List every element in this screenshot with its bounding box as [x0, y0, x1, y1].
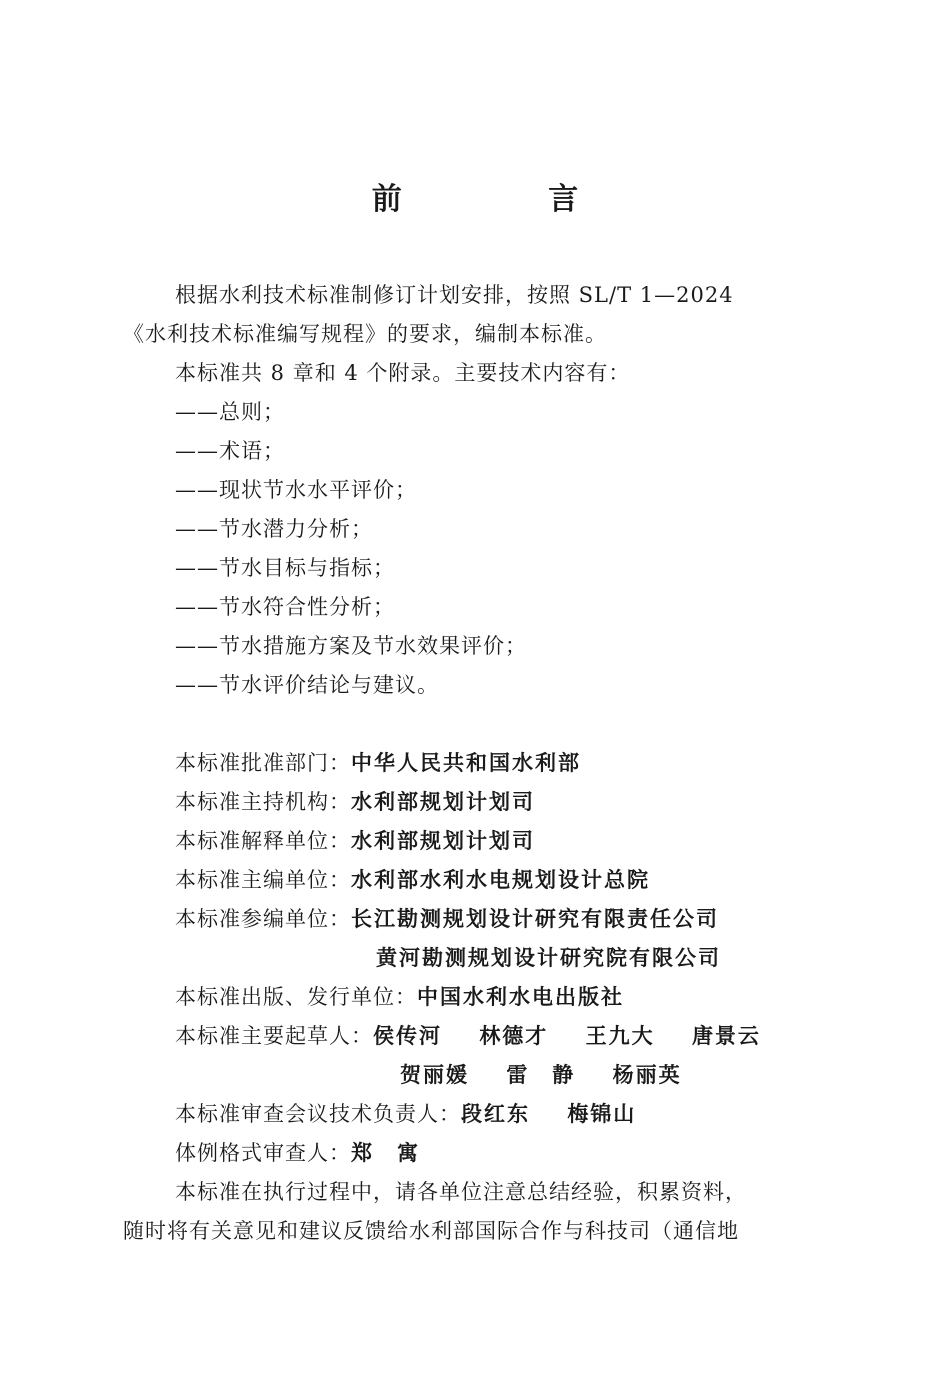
page-title: 前 言 — [371, 182, 647, 217]
review-label: 本标准审查会议技术负责人： — [175, 1102, 461, 1126]
drafters-row — [123, 1017, 828, 1056]
drafter-name: 唐景云 — [691, 1024, 761, 1048]
drafter-name: 杨丽英 — [612, 1063, 682, 1087]
approval-row — [123, 744, 828, 783]
drafters-row-2 — [123, 1056, 828, 1095]
co-editor-value-2: 黄河勘测规划设计研究院有限公司 — [376, 946, 721, 970]
co-editor-label: 本标准参编单位： — [175, 907, 351, 931]
preface-body — [123, 276, 828, 1251]
drafters-names — [373, 1017, 761, 1056]
co-editor-row — [123, 900, 828, 939]
section-gap — [123, 705, 828, 744]
content-item: ——节水评价结论与建议。 — [175, 673, 439, 697]
chief-editor-label: 本标准主编单位： — [175, 868, 351, 892]
reviewer-name: 梅锦山 — [567, 1102, 637, 1126]
content-item: ——术语； — [175, 439, 285, 463]
content-item: ——节水潜力分析； — [175, 517, 373, 541]
host-row — [123, 783, 828, 822]
closing-line-2: 随时将有关意见和建议反馈给水利部国际合作与科技司（通信地 — [123, 1219, 739, 1243]
drafter-name: 王九大 — [585, 1024, 655, 1048]
interpret-label: 本标准解释单位： — [175, 829, 351, 853]
content-item: ——节水目标与指标； — [175, 556, 395, 580]
drafter-name: 林德才 — [479, 1024, 549, 1048]
content-item: ——总则； — [175, 400, 285, 424]
content-item: ——现状节水水平评价； — [175, 478, 417, 502]
review-names — [461, 1095, 636, 1134]
host-label: 本标准主持机构： — [175, 790, 351, 814]
approval-label: 本标准批准部门： — [175, 751, 351, 775]
intro-line-2: 《水利技术标准编写规程》的要求，编制本标准。 — [123, 322, 607, 346]
reviewer-name: 段红东 — [461, 1102, 530, 1126]
chief-editor-value: 水利部水利水电规划设计总院 — [351, 868, 650, 892]
format-label: 体例格式审查人： — [175, 1141, 351, 1165]
contents-summary: 本标准共 8 章和 4 个附录。主要技术内容有： — [175, 361, 631, 385]
review-row — [123, 1095, 828, 1134]
drafters-label: 本标准主要起草人： — [175, 1024, 373, 1048]
content-item: ——节水措施方案及节水效果评价； — [175, 634, 527, 658]
closing-line-1: 本标准在执行过程中，请各单位注意总结经验，积累资料， — [175, 1180, 747, 1204]
host-value: 水利部规划计划司 — [351, 790, 535, 814]
publisher-label: 本标准出版、发行单位： — [175, 985, 417, 1009]
content-item: ——节水符合性分析； — [175, 595, 395, 619]
approval-value: 中华人民共和国水利部 — [351, 751, 581, 775]
interpret-value: 水利部规划计划司 — [351, 829, 535, 853]
drafter-name: 侯传河 — [373, 1024, 442, 1048]
drafter-name: 雷 静 — [506, 1063, 576, 1087]
publisher-value: 中国水利水电出版社 — [417, 985, 624, 1009]
co-editor-value-1: 长江勘测规划设计研究有限责任公司 — [351, 907, 719, 931]
chief-editor-row — [123, 861, 828, 900]
format-review-row — [123, 1134, 828, 1173]
publisher-row — [123, 978, 828, 1017]
drafter-name: 贺丽媛 — [400, 1063, 469, 1087]
interpret-row — [123, 822, 828, 861]
intro-line-1: 根据水利技术标准制修订计划安排，按照 SL/T 1—2024 — [175, 283, 734, 307]
format-value: 郑 寓 — [351, 1141, 420, 1165]
